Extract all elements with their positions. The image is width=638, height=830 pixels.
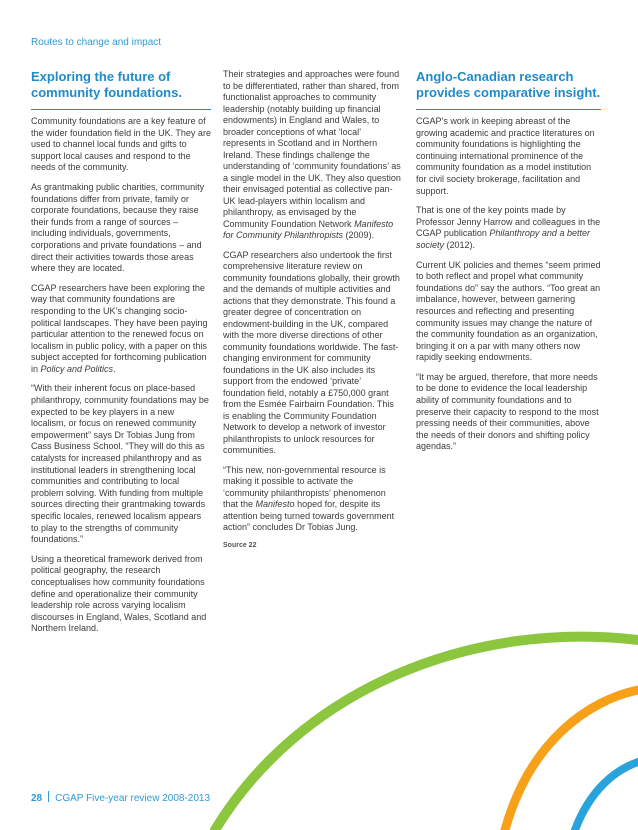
quote-paragraph: “With their inherent focus on place-based philanthropy, community foundations may be expected to be key players in a new localism, or focus on renewed community empowerment” says Dr Tobias Jung from Cass Business School. “They will do this as catalysts for increased philanthropy and as institutional leaders in strengthening local communities and contributing to local problem solving. With funding from multiple sources directing their grantmaking towards specific locales, renewed localism appears to play to the strengths of community foundations.” (31, 383, 209, 545)
paragraph: As grantmaking public charities, community foundations differ from private, family or corporate foundations, because they raise their funds from a range of sources – including individuals, governments, corporations and private foundations – and direct their activities towards those areas where they are located. (31, 181, 205, 274)
heading-exploring-future: Exploring the future of community foundations. (31, 69, 182, 100)
text: Their strategies and approaches were found to be differentiated, rather than shared, from functionalist approaches to community leadership (notably building up financial endowments) in England and Wales, to broader conceptions of what ‘local’ represents in Scotland and in Northern Ireland. These findings challenge the understanding of ‘community foundations’ as a single model in the UK. They also question their envisaged potential as collective pan-UK lead-players within localism and philanthropy, as envisaged by the Community Foundation Network (223, 69, 401, 229)
publication-title: Manifesto for Community Philanthropists (223, 218, 394, 240)
text: . (113, 363, 116, 374)
text: That is one of the key points made by Professor Jenny Harrow and colleagues in the CGAP publication (416, 205, 601, 239)
text: hoped for, despite its attention being turned towards government action” concludes Dr Tobias Jung. (223, 499, 395, 532)
paragraph: CGAP researchers also undertook the first comprehensive literature review on community foundations globally, their growth and the demands of multiple activities and actions that they demonstrate. This found a greater degree of concentration on endowment-building in the UK, compared with the more diverse directions of other community foundations worldwide. The fast-changing environment for community foundations in the UK also includes its support from the endowed ‘private’ foundation field, notably a £750,000 grant from the Esmée Fairbairn Foundation. This is enabling the Community Foundation Network to develop a network of investor philanthropists to unlock resources for communities. (223, 249, 400, 455)
paragraph: CGAP’s work in keeping abreast of the growing academic and practice literatures on community foundations is highlighting the continuing international prominence of the community foundation as a model institution for civil society brokerage, facilitation and support. (416, 116, 595, 196)
paragraph: Using a theoretical framework derived from political geography, the research conceptualises how community foundations define and operationalize their community leadership role across varying localism discourses in England, Wales, Scotland and Northern Ireland. (31, 553, 207, 634)
paragraph: Community foundations are a key feature of the wider foundation field in the UK. They are used to channel local funds and gifts to support local causes and respond to the needs of the community. (31, 116, 211, 173)
orange-arc (505, 690, 638, 830)
green-arc (215, 637, 638, 830)
journal-title: Policy and Politics (40, 363, 114, 374)
footer-divider (48, 791, 49, 802)
text: CGAP researchers have been exploring the way that community foundations are responding to the UK’s changing socio-political landscapes. They have been paying particular attention to the renewed focus on localism in public policy, with a paper on this subject accepted for forthcoming publication in (31, 282, 208, 374)
text: (2009). (343, 230, 375, 240)
quote-paragraph: Current UK policies and themes “seem primed to both reflect and propel what community foundations do” say the authors. “Too great an imbalance, however, between garnering resources and reflecting and presenting community issues may change the nature of the community foundation as an organization, bringing it on a par with many others now rapidly seeking endowments. (416, 259, 601, 363)
text: “This new, non-governmental resource is making it possible to activate the ‘community philanthropists’ phenomenon that the (223, 464, 386, 509)
page-number: 28 (31, 793, 43, 804)
text: (2012). (444, 239, 476, 250)
heading-anglo-canadian: Anglo-Canadian research provides comparative insight. (416, 69, 601, 100)
source-note: Source 22 (223, 541, 257, 549)
running-head: Routes to change and impact (31, 37, 162, 48)
publication-title: Manifesto (255, 499, 295, 509)
quote-paragraph: “It may be argued, therefore, that more needs to be done to evidence the local leadership ability of community foundations and to preserve their capacity to respond to the most pressing needs of their communities, above the needs of their donors and shifting policy agendas.” (416, 371, 599, 452)
publication-title: Philanthropy and a better society (416, 228, 590, 250)
publication-title-footer: CGAP Five-year review 2008-2013 (55, 793, 211, 804)
blue-arc (575, 762, 638, 830)
footer (31, 791, 210, 804)
